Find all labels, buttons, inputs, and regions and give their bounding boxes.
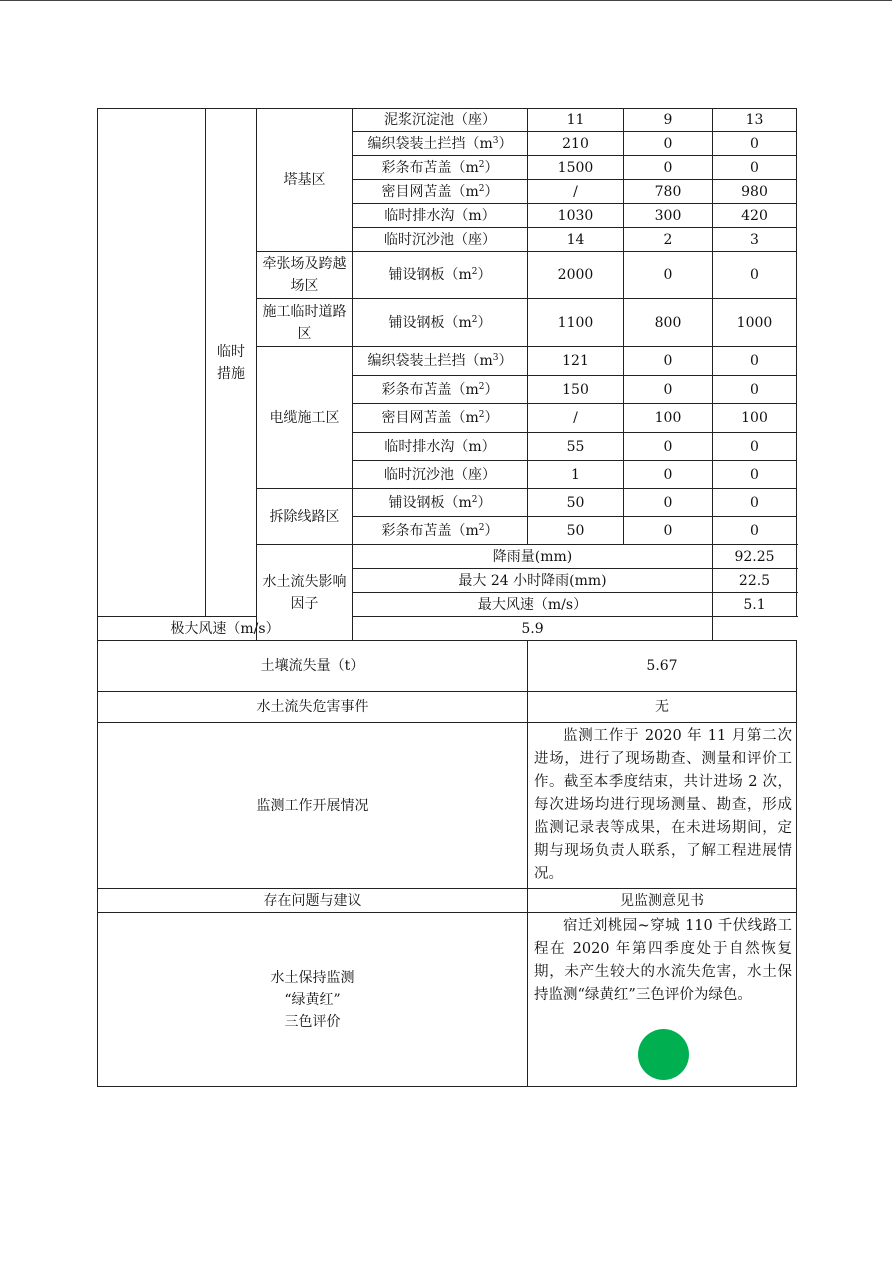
- value-cell: 0: [713, 517, 797, 545]
- value-cell: 9: [624, 109, 713, 132]
- value-cell: 780: [624, 180, 713, 204]
- value-cell: /: [528, 404, 624, 433]
- monitoring-label: 监测工作开展情况: [98, 723, 528, 889]
- value-cell: 11: [528, 109, 624, 132]
- item-label: 彩条布苫盖$(m^2)$: [353, 376, 528, 404]
- value-cell: 0: [713, 461, 797, 489]
- value-cell: 1030: [528, 204, 624, 228]
- value-cell: 0: [713, 252, 797, 299]
- item-label: 编织袋装土拦挡$(m^3)$: [353, 347, 528, 376]
- value-cell: 2000: [528, 252, 624, 299]
- value-cell: 0: [624, 489, 713, 517]
- value-cell: 0: [624, 252, 713, 299]
- value-cell: 50: [528, 489, 624, 517]
- value-cell: 0: [624, 132, 713, 156]
- value-cell: 0: [624, 347, 713, 376]
- value-cell: 100: [713, 404, 797, 433]
- item-label: 临时排水沟（m）: [353, 204, 528, 228]
- value-cell: 13: [713, 109, 797, 132]
- factor-value: 5.1: [713, 593, 797, 617]
- removal-area-label: 拆除线路区: [257, 489, 353, 545]
- value-cell: 210: [528, 132, 624, 156]
- blank-group-cell: [98, 109, 206, 617]
- soil-loss-label: 土壤流失量（t）: [98, 641, 528, 692]
- value-cell: 150: [528, 376, 624, 404]
- value-cell: 121: [528, 347, 624, 376]
- value-cell: 0: [713, 376, 797, 404]
- table-row: [98, 913, 797, 1087]
- value-cell: 0: [624, 376, 713, 404]
- table-row: [98, 641, 797, 692]
- value-cell: 300: [624, 204, 713, 228]
- table-row: [98, 692, 797, 723]
- value-cell: 2: [624, 228, 713, 252]
- top-rule: [0, 0, 892, 1]
- rating-label-line: 三色评价: [284, 1013, 341, 1030]
- value-cell: 1100: [528, 299, 624, 347]
- item-label: 密目网苫盖$(m^2)$: [353, 180, 528, 204]
- value-cell: 3: [713, 228, 797, 252]
- soil-loss-value: 5.67: [528, 641, 797, 692]
- item-label: 铺设钢板$(m^2)$: [353, 489, 528, 517]
- value-cell: 0: [713, 347, 797, 376]
- item-label: 编织袋装土拦挡$(m^3)$: [353, 132, 528, 156]
- value-cell: 100: [624, 404, 713, 433]
- value-cell: 420: [713, 204, 797, 228]
- rating-label: [98, 913, 528, 1087]
- cable-area-label: 电缆施工区: [257, 347, 353, 489]
- green-rating-dot-icon: [638, 1029, 689, 1080]
- item-label: 彩条布苫盖$(m^2)$: [353, 517, 528, 545]
- item-label: 临时沉沙池（座）: [353, 228, 528, 252]
- table-row: [98, 889, 797, 913]
- hazard-value: 无: [528, 692, 797, 723]
- monitoring-table: [97, 108, 797, 1087]
- item-label: 铺设钢板$(m^2)$: [353, 252, 528, 299]
- value-cell: 14: [528, 228, 624, 252]
- factor-item: 最大风速（m/s）: [353, 593, 713, 617]
- value-cell: 0: [624, 433, 713, 461]
- temporary-measures-label: 临时 措施: [206, 109, 257, 617]
- tension-area-label: 牵张场及跨越场区: [257, 252, 353, 299]
- issues-value: 见监测意见书: [528, 889, 797, 913]
- tower-area-label: 塔基区: [257, 109, 353, 252]
- factor-item: 最大 24 小时降雨(mm): [353, 569, 713, 593]
- value-cell: 0: [624, 156, 713, 180]
- factors-label: 水土流失影响因子: [257, 545, 353, 641]
- road-area-label: 施工临时道路区: [257, 299, 353, 347]
- value-cell: 0: [624, 517, 713, 545]
- value-cell: 800: [624, 299, 713, 347]
- table-row: [98, 109, 797, 132]
- rating-text: 宿迁刘桃园~穿城 110 千伏线路工程在 2020 年第四季度处于自然恢复期，未产生较大的水流失危害，水土保持监测“绿黄红”三色评价为绿色。: [534, 918, 792, 1003]
- value-cell: 1: [528, 461, 624, 489]
- item-label: 临时沉沙池（座）: [353, 461, 528, 489]
- monitoring-text: 监测工作于 2020 年 11 月第二次进场，进行了现场勘查、测量和评价工作。截至本季度结束，共计进场 2 次，每次进场均进行现场测量、勘查，形成监测记录表等成果，在未进场期间，定期与现场负责人联系，了解工程进展情况。: [528, 723, 797, 889]
- rating-cell: [528, 913, 797, 1087]
- factor-item: 极大风速（m/s）: [98, 617, 353, 641]
- value-cell: 50: [528, 517, 624, 545]
- hazard-label: 水土流失危害事件: [98, 692, 528, 723]
- item-label: 铺设钢板$(m^2)$: [353, 299, 528, 347]
- value-cell: 0: [624, 461, 713, 489]
- item-label: 临时排水沟（m）: [353, 433, 528, 461]
- factor-value: 5.9: [353, 617, 713, 641]
- table-row: [98, 617, 797, 641]
- value-cell: 1500: [528, 156, 624, 180]
- factor-value: 92.25: [713, 545, 797, 569]
- factor-item: 降雨量(mm): [353, 545, 713, 569]
- value-cell: 0: [713, 132, 797, 156]
- value-cell: 0: [713, 489, 797, 517]
- item-label: 泥浆沉淀池（座）: [353, 109, 528, 132]
- rating-label-line: 水土保持监测: [270, 969, 355, 986]
- value-cell: 1000: [713, 299, 797, 347]
- rating-label-line: “绿黄红”: [284, 991, 341, 1008]
- item-label: 密目网苫盖$(m^2)$: [353, 404, 528, 433]
- value-cell: 980: [713, 180, 797, 204]
- value-cell: 55: [528, 433, 624, 461]
- item-label: 彩条布苫盖$(m^2)$: [353, 156, 528, 180]
- value-cell: /: [528, 180, 624, 204]
- value-cell: 0: [713, 156, 797, 180]
- issues-label: 存在问题与建议: [98, 889, 528, 913]
- value-cell: 0: [713, 433, 797, 461]
- factor-value: 22.5: [713, 569, 797, 593]
- table-row: [98, 723, 797, 889]
